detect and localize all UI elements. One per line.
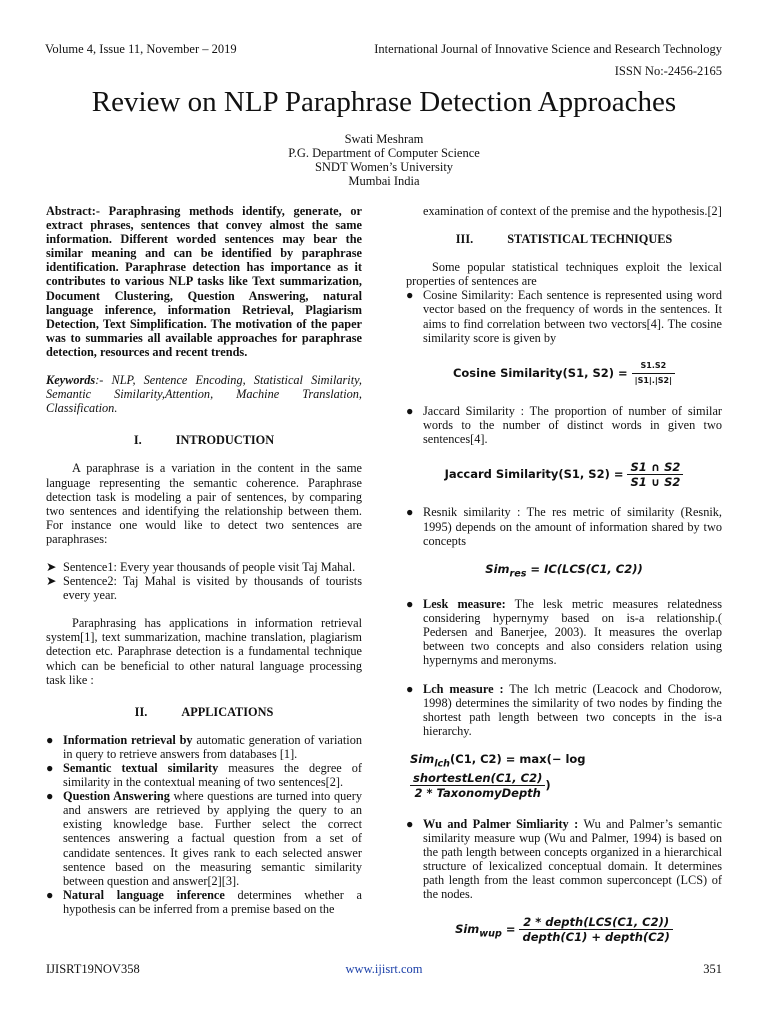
bullet-icon: ● xyxy=(406,597,414,612)
bullet-icon: ● xyxy=(46,887,54,902)
list-item: ● Resnik similarity : The res metric of similarity (Resnik, 1995) depends on the amount of information shared by two concepts xyxy=(406,505,722,548)
author-city: Mumbai India xyxy=(348,174,420,188)
keywords-label: Keywords xyxy=(46,373,96,388)
bullet-icon: ● xyxy=(46,732,54,747)
list-item: ● Semantic textual similarity measures the degree of similarity in the contextual meaning of two sentences[2]. xyxy=(46,761,362,790)
section-heading-applications: II. APPLICATIONS xyxy=(134,704,274,719)
list-item: ● Jaccard Similarity : The proportion of number of similar words to the number of distinct words in given two sentences[4]. xyxy=(406,403,722,447)
section-heading-statistical: III. STATISTICAL TECHNIQUES xyxy=(455,232,673,247)
abstract: Abstract:- Paraphrasing methods identify, generate, or extract phrases, sentences that convey almost the same information. Different worded sentences may bear the similar meaning and can be identified by paraphrase identification. Paraphrase detection has importance as it contributes to various NLP tasks like Text summarization, Document Clustering, Question Answering, natural language inference, information Retrieval, Plagiarism Detection, Text Simplification. The motivation of the paper was to summaries all available approaches for paraphrase detection, resources and recent trends. xyxy=(46,204,362,359)
bullet-icon: ● xyxy=(46,789,54,804)
footer-paper-id: IJISRT19NOV358 xyxy=(46,962,140,976)
jaccard-item xyxy=(406,404,722,446)
running-header-journal: International Journal of Innovative Science and Research Technology xyxy=(374,42,722,56)
statistical-intro: Some popular statistical techniques exploit the lexical properties of sentences are xyxy=(406,260,722,289)
continued-paragraph: examination of context of the premise and the hypothesis.[2] xyxy=(423,204,722,218)
arrow-bullet-icon: ➤ xyxy=(46,559,57,574)
resnik-formula: Sim$_{res}$ = IC(LCS(C1, C2)) xyxy=(485,561,643,579)
list-item: ● Wu and Palmer Simliarity : Wu and Palmer’s semantic similarity measure wup (Wu and Palmer, 1994) is based on the path length between concepts organized in a hierarchical structure of lexicalized conceptual domain. It determines path length from the least common superconcept (LCS) of the nodes. xyxy=(406,816,722,901)
author-department: P.G. Department of Computer Science xyxy=(288,146,480,160)
lesk-item xyxy=(406,597,722,667)
list-item: ● Cosine Similarity: Each sentence is represented using word vector based on the frequency of words in the sentences. It aims to find correlation between two vectors[4]. The cosine similarity score is given by xyxy=(406,288,722,345)
page-number: 351 xyxy=(703,962,722,976)
running-header-volume: Volume 4, Issue 11, November – 2019 xyxy=(45,42,237,56)
list-item: ● Lesk measure: The lesk metric measures relatedness considering hypernymy based on is-a relationship.( Pedersen and Banerjee, 2003). It measures the overlap between two concepts and also considers relation using hypernyms and meronyms. xyxy=(406,597,722,668)
author-block xyxy=(0,132,768,188)
intro-paragraph-2: Paraphrasing has applications in information retrieval system[1], text summarization, machine translation, plagiarism detection etc. Paraphrase detection is a fundamental technique which can be beneficial to other natural language processing task like : xyxy=(46,616,362,687)
list-item: ➤ Sentence1: Every year thousands of people visit Taj Mahal. xyxy=(46,559,356,574)
bullet-icon: ● xyxy=(46,761,54,775)
applications-list xyxy=(46,733,362,916)
footer-website-link[interactable]: www.ijisrt.com xyxy=(345,962,423,976)
bullet-icon: ● xyxy=(406,288,414,303)
left-column xyxy=(46,204,362,916)
list-item: ● Question Answering where questions are turned into query and answers are retrieved by applying the query to an existing knowledge base. Further select the correct sentences answering a factual question from a set of candidate sentences. It gives rank to each selected answer sentence based on the measuring semantic similarity between question and answer[2][3]. xyxy=(46,789,362,888)
wup-item xyxy=(406,817,722,902)
cosine-formula: Cosine Similarity(S1, S2) = $\frac{S1.S2}{|S1|.|S2|}$ xyxy=(406,359,722,388)
cosine-item xyxy=(406,288,722,344)
resnik-item xyxy=(406,505,722,547)
bullet-icon: ● xyxy=(406,403,414,418)
example-sentence-list xyxy=(46,560,362,602)
author-university: SNDT Women’s University xyxy=(314,160,454,174)
list-item: ● Natural language inference determines whether a hypothesis can be inferred from a premise based on the xyxy=(46,887,362,916)
paper-title: Review on NLP Paraphrase Detection Approaches xyxy=(91,86,677,118)
right-column xyxy=(406,204,722,960)
bullet-icon: ● xyxy=(406,681,414,696)
issn-number: ISSN No:-2456-2165 xyxy=(614,64,722,78)
lch-item xyxy=(406,682,722,738)
wup-formula: Sim$_{wup}$ = $\frac{\text{2 * depth(LCS(C1, C2))}}{\text{depth(C1) + depth(C2)}}$ xyxy=(406,915,722,944)
bullet-icon: ● xyxy=(406,816,414,831)
jaccard-formula: Jaccard Similarity(S1, S2) = $\frac{S1 \cap S2}{S1 \cup S2}$ xyxy=(406,460,722,489)
author-name: Swati Meshram xyxy=(344,132,424,146)
keywords-list: :- NLP, Sentence Encoding, Statistical Similarity, Semantic Similarity,Attention, Machine Translation, Classification. xyxy=(46,373,362,416)
bullet-icon: ● xyxy=(406,505,414,520)
keywords xyxy=(46,373,362,415)
lch-formula: Sim$_{lch}$(C1, C2) = max(− log $\frac{\text{shortestLen(C1, C2)}}{\text{2 * TaxonomyDepth}}$ ) xyxy=(410,751,586,801)
list-item: ➤ Sentence2: Taj Mahal is visited by thousands of tourists every year. xyxy=(46,574,362,603)
section-heading-introduction: I. INTRODUCTION xyxy=(133,433,275,448)
intro-paragraph-1: A paraphrase is a variation in the content in the same language representing the semantic coherence. Paraphrase detection task is modeling a pair of sentences, by comparing two sentences and identifying the relationship between them. For instance one would like to detect two sentences are paraphrases: xyxy=(46,461,362,546)
list-item: ● Information retrieval by automatic generation of variation in query to retrieve answers from databases [1]. xyxy=(46,732,362,761)
arrow-bullet-icon: ➤ xyxy=(46,574,57,589)
list-item: ● Lch measure : The lch metric (Leacock and Chodorow, 1998) determines the similarity of two nodes by finding the shortest path length between two concepts in the is-a hierarchy. xyxy=(406,681,722,738)
